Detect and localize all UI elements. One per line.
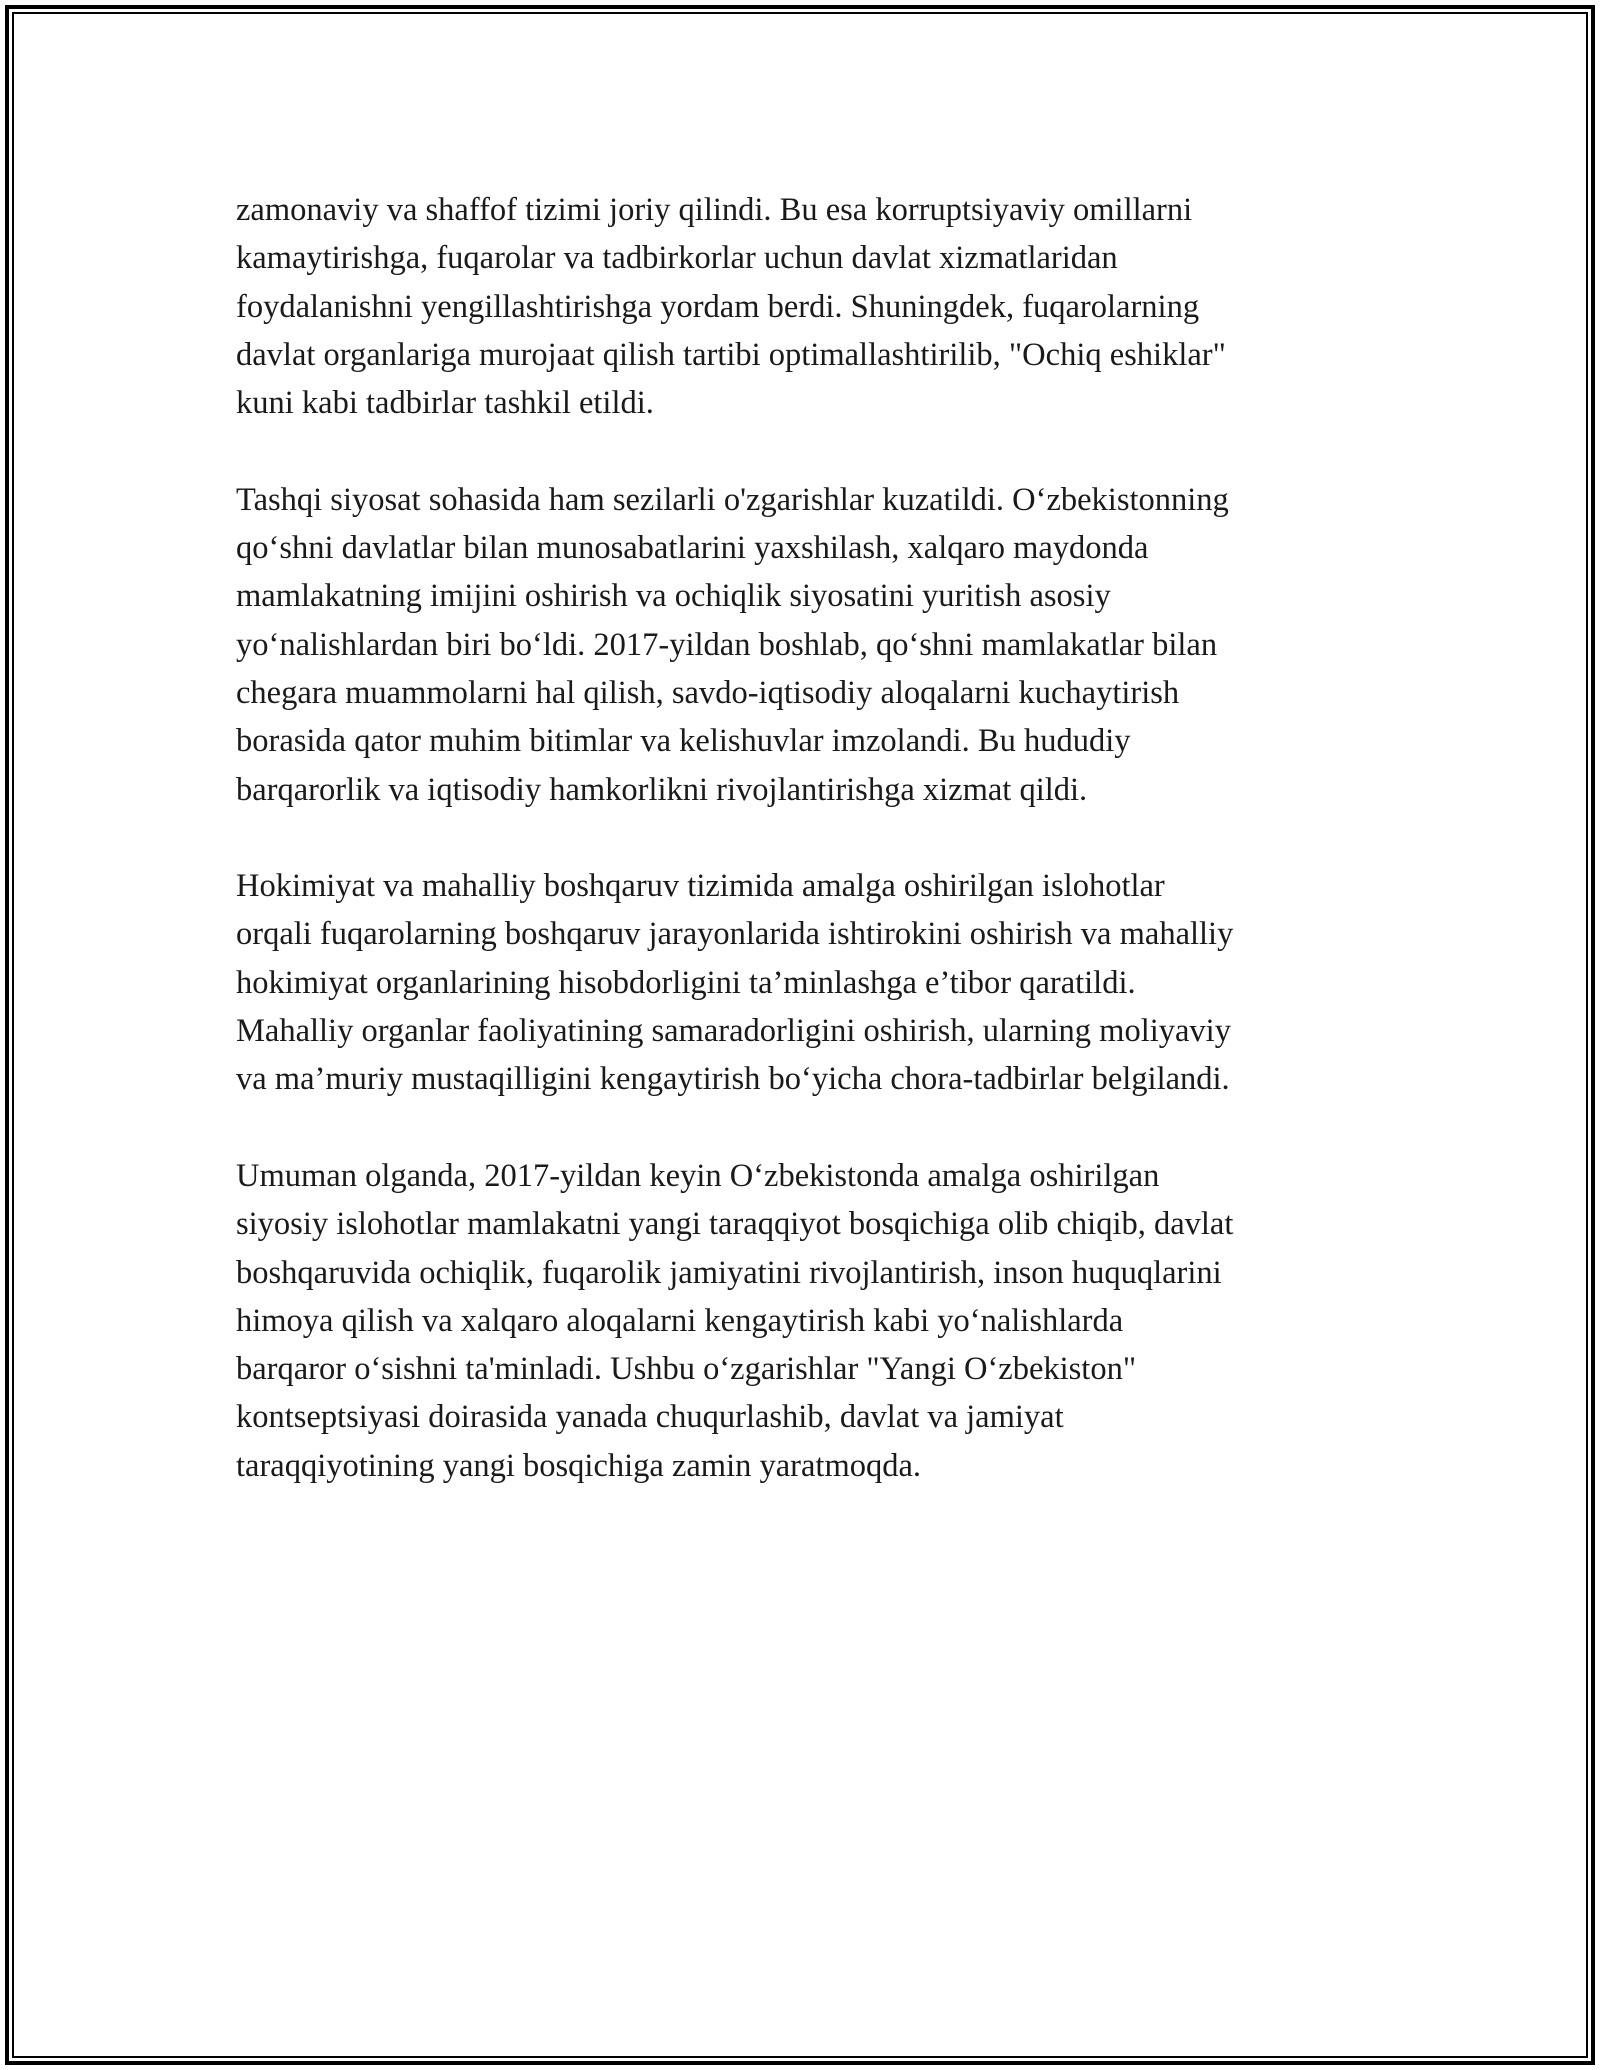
paragraph-4: Umuman olganda, 2017-yildan keyin O‘zbekistonda amalga oshirilgan siyosiy islohotlar mamlakatni yangi taraqqiyot bosqichiga olib chiqib, davlat boshqaruvida ochiqlik, fuqarolik jamiyatini rivojlantirish, inson huquqlarini himoya qilish va xalqaro aloqalarni kengaytirish kabi yo‘nalishlarda barqaror o‘sishni ta'minladi. Ushbu o‘zgarishlar "Yangi O‘zbekiston" kontseptsiyasi doirasida yanada chuqurlashib, davlat va jamiyat taraqqiyotining yangi bosqichiga zamin yaratmoqda. <box>236 1157 1234 1484</box>
document-body <box>236 186 1366 1490</box>
paragraph-3: Hokimiyat va mahalliy boshqaruv tizimida amalga oshirilgan islohotlar orqali fuqarolarning boshqaruv jarayonlarida ishtirokini oshirish va mahalliy hokimiyat organlarining hisobdorligini ta’minlashga e’tibor qaratildi. Mahalliy organlar faoliyatining samaradorligini oshirish, ularning moliyaviy va ma’muriy mustaqilligini kengaytirish bo‘yicha chora-tadbirlar belgilandi. <box>236 868 1234 1098</box>
paragraph-1: zamonaviy va shaffof tizimi joriy qilindi. Bu esa korruptsiyaviy omillarni kamaytirishga, fuqarolar va tadbirkorlar uchun davlat xizmatlaridan foydalanishni yengillashtirishga yordam berdi. Shuningdek, fuqarolarning davlat organlariga murojaat qilish tartibi optimallashtirilib, "Ochiq eshiklar" kuni kabi tadbirlar tashkil etildi. <box>236 192 1226 422</box>
paragraph-2: Tashqi siyosat sohasida ham sezilarli o'zgarishlar kuzatildi. O‘zbekistonning qo‘shni davlatlar bilan munosabatlarini yaxshilash, xalqaro maydonda mamlakatning imijini oshirish va ochiqlik siyosatini yuritish asosiy yo‘nalishlardan biri bo‘ldi. 2017-yildan boshlab, qo‘shni mamlakatlar bilan chegara muammolarni hal qilish, savdo-iqtisodiy aloqalarni kuchaytirish borasida qator muhim bitimlar va kelishuvlar imzolandi. Bu hududiy barqarorlik va iqtisodiy hamkorlikni rivojlantirishga xizmat qildi. <box>236 481 1229 808</box>
